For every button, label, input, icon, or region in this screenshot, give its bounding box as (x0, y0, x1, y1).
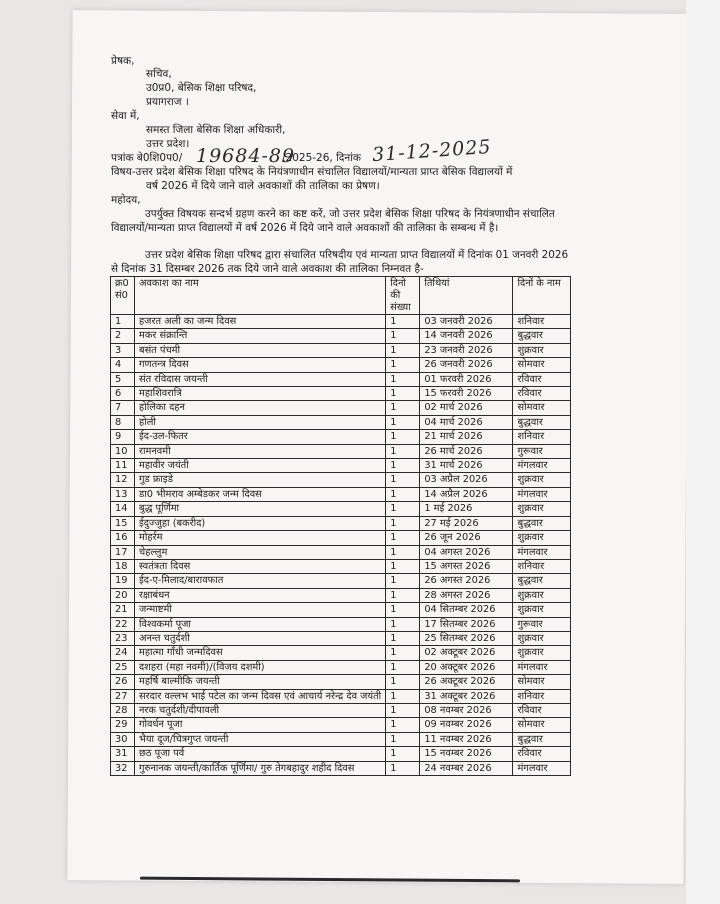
cell-serial: 11 (111, 459, 135, 473)
cell-serial: 1 (111, 315, 135, 329)
cell-day-name: रविवार (513, 387, 571, 401)
table-row (111, 343, 571, 357)
cell-day-name: शनिवार (513, 315, 571, 329)
cell-serial: 23 (111, 631, 135, 645)
cell-day-name: सोमवार (513, 401, 571, 415)
cell-day-name: गुरूवार (513, 444, 571, 458)
paragraph-2: उत्तर प्रदेश बेसिक शिक्षा परिषद द्वारा संचालित परिषदीय एवं मान्यता प्राप्त विद्यालयों में दिनांक 01 जनवरी 2026 से दिनांक 31 दिसम्बर 2026 तक दिये जाने वाले अवकाश की तालिका निम्नवत है- (111, 249, 569, 275)
to-line-2: उत्तर प्रदेश। (146, 138, 190, 150)
holiday-table (110, 276, 571, 776)
cell-day-name: शुक्रवार (513, 502, 571, 516)
table-row (111, 387, 571, 401)
table-row (111, 502, 571, 516)
cell-days-count: 1 (386, 559, 420, 573)
cell-day-name: शुक्रवार (513, 631, 571, 645)
cell-holiday-name: होलिका दहन (134, 401, 385, 415)
cell-holiday-name: मकर संक्रान्ति (134, 329, 385, 343)
table-header-row (111, 277, 571, 315)
cell-serial: 2 (111, 329, 135, 343)
cell-holiday-name: मोहर्रम (134, 531, 385, 545)
cell-days-count: 1 (386, 747, 420, 761)
cell-day-name: शुक्रवार (513, 343, 571, 357)
cell-day-name: शुक्रवार (513, 531, 571, 545)
cell-serial: 20 (111, 588, 135, 602)
salutation: महोदय, (111, 194, 141, 206)
cell-day-name: शुक्रवार (513, 603, 571, 617)
cell-serial: 31 (111, 747, 135, 761)
cell-days-count: 1 (386, 574, 420, 588)
table-row (111, 430, 571, 444)
cell-serial: 12 (111, 473, 135, 487)
cell-date: 15 अगस्त 2026 (420, 559, 513, 573)
cell-day-name: मंगलवार (513, 660, 571, 674)
to-label: सेवा में, (111, 110, 140, 122)
header-days-count: दिनो की संख्या (386, 277, 420, 315)
table-row (111, 559, 571, 573)
table-row (111, 531, 571, 545)
cell-date: 03 जनवरी 2026 (420, 315, 513, 329)
cell-serial: 29 (111, 718, 135, 732)
reference-prefix: पत्रांक बे0शि0प0/ (111, 152, 183, 164)
cell-day-name: बुद्धवार (513, 329, 571, 343)
cell-days-count: 1 (386, 315, 420, 329)
cell-date: 04 अगस्त 2026 (420, 545, 513, 559)
reference-mid: /2025-26, दिनांक (282, 152, 361, 164)
table-row (111, 660, 571, 674)
cell-date: 15 फरवरी 2026 (420, 387, 513, 401)
cell-holiday-name: होली (134, 415, 385, 429)
cell-days-count: 1 (386, 660, 420, 674)
cell-holiday-name: रक्षाबंधन (134, 588, 385, 602)
cell-holiday-name: ईद-उल-फितर (134, 430, 385, 444)
table-row (111, 703, 571, 717)
sender-line-2: उ0प्र0, बेसिक शिक्षा परिषद, (146, 82, 257, 94)
cell-days-count: 1 (386, 430, 420, 444)
cell-days-count: 1 (386, 329, 420, 343)
cell-day-name: शुक्रवार (513, 473, 571, 487)
cell-serial: 22 (111, 617, 135, 631)
sender-line-1: सचिव, (146, 68, 172, 80)
table-row (111, 444, 571, 458)
cell-date: 23 जनवरी 2026 (420, 343, 513, 357)
cell-date: 04 मार्च 2026 (420, 415, 513, 429)
header-day-names: दिनों के नाम (513, 277, 571, 315)
cell-days-count: 1 (386, 487, 420, 501)
cell-days-count: 1 (386, 401, 420, 415)
cell-holiday-name: नरक चतुर्दशी/दीपावली (134, 703, 385, 717)
table-row (111, 617, 571, 631)
cell-serial: 14 (111, 502, 135, 516)
cell-date: 26 अक्टूबर 2026 (420, 675, 513, 689)
paragraph-1: उपर्युक्त विषयक सन्दर्भ ग्रहण करने का कष्ट करें, जो उत्तर प्रदेश बेसिक शिक्षा परिषद के नियंत्रणाधीन संचालित विद्यालयों/मान्यता प्राप्त विद्यालयों में वर्ष 2026 में दिये जाने वाले अवकाशों की तालिका के सम्बन्ध में है। (111, 208, 555, 234)
cell-holiday-name: बसंत पंचमी (134, 343, 385, 357)
cell-days-count: 1 (386, 387, 420, 401)
subject-line-1: विषय-उत्तर प्रदेश बेसिक शिक्षा परिषद के नियंत्रणाधीन संचालित विद्यालयों/मान्यता प्राप्त बेसिक विद्यालयों में (111, 166, 513, 178)
cell-day-name: बुद्धवार (513, 516, 571, 530)
cell-holiday-name: गणतन्त्र दिवस (134, 358, 385, 372)
cell-serial: 10 (111, 444, 135, 458)
cell-day-name: शनिवार (513, 689, 571, 703)
table-row (111, 545, 571, 559)
cell-holiday-name: विश्वकर्मा पूजा (134, 617, 385, 631)
cell-date: 26 अगस्त 2026 (420, 574, 513, 588)
cell-date: 08 नवम्बर 2026 (420, 703, 513, 717)
cell-holiday-name: जन्माष्टमी (134, 603, 385, 617)
cell-day-name: शनिवार (513, 430, 571, 444)
cell-days-count: 1 (386, 703, 420, 717)
cell-day-name: मंगलवार (513, 487, 571, 501)
cell-serial: 8 (111, 415, 135, 429)
table-row (111, 732, 571, 746)
cell-date: 09 नवम्बर 2026 (420, 718, 513, 732)
cell-holiday-name: बुद्ध पूर्णिमा (134, 502, 385, 516)
cell-days-count: 1 (386, 343, 420, 357)
cell-day-name: शनिवार (513, 559, 571, 573)
cell-holiday-name: अनन्त चतुर्दशी (134, 631, 385, 645)
cell-holiday-name: डा0 भीमराव अम्बेडकर जन्म दिवस (134, 487, 385, 501)
cell-serial: 9 (111, 430, 135, 444)
table-row (111, 603, 571, 617)
cell-holiday-name: स्वतंत्रता दिवस (134, 559, 385, 573)
cell-day-name: रविवार (513, 372, 571, 386)
cell-day-name: गुरूवार (513, 617, 571, 631)
cell-serial: 6 (111, 387, 135, 401)
cell-serial: 25 (111, 660, 135, 674)
table-row (111, 415, 571, 429)
cell-holiday-name: गोवर्धन पूजा (134, 718, 385, 732)
cell-day-name: मंगलवार (513, 761, 571, 775)
cell-days-count: 1 (386, 689, 420, 703)
table-row (111, 747, 571, 761)
cell-days-count: 1 (386, 646, 420, 660)
cell-day-name: बुद्धवार (513, 574, 571, 588)
cell-days-count: 1 (386, 531, 420, 545)
cell-date: 14 जनवरी 2026 (420, 329, 513, 343)
cell-date: 26 जून 2026 (420, 531, 513, 545)
cell-holiday-name: सरदार वल्लभ भाई पटेल का जन्म दिवस एवं आचार्य नरेन्द्र देव जयंती (134, 689, 385, 703)
cell-serial: 16 (111, 531, 135, 545)
cell-serial: 18 (111, 559, 135, 573)
cell-holiday-name: चेहल्लुम (134, 545, 385, 559)
cell-date: 31 मार्च 2026 (420, 459, 513, 473)
cell-days-count: 1 (386, 415, 420, 429)
table-row (111, 689, 571, 703)
cell-day-name: सोमवार (513, 718, 571, 732)
cell-days-count: 1 (386, 545, 420, 559)
table-row (111, 401, 571, 415)
cell-serial: 21 (111, 603, 135, 617)
table-row (111, 459, 571, 473)
cell-date: 15 नवम्बर 2026 (420, 747, 513, 761)
table-row (111, 675, 571, 689)
cell-serial: 27 (111, 689, 135, 703)
cell-date: 26 जनवरी 2026 (420, 358, 513, 372)
cell-serial: 19 (111, 574, 135, 588)
cell-date: 02 अक्टूबर 2026 (420, 646, 513, 660)
cell-days-count: 1 (386, 588, 420, 602)
cell-days-count: 1 (386, 473, 420, 487)
table-row (111, 646, 571, 660)
cell-holiday-name: छठ पूजा पर्व (134, 747, 385, 761)
cell-date: 27 मई 2026 (420, 516, 513, 530)
table-row (111, 718, 571, 732)
cell-days-count: 1 (386, 459, 420, 473)
cell-date: 03 अप्रैल 2026 (420, 473, 513, 487)
cell-day-name: शुक्रवार (513, 646, 571, 660)
cell-serial: 30 (111, 732, 135, 746)
cell-day-name: मंगलवार (513, 545, 571, 559)
table-row (111, 574, 571, 588)
cell-holiday-name: संत रविदास जयन्ती (134, 372, 385, 386)
cell-serial: 26 (111, 675, 135, 689)
cell-date: 20 अक्टूबर 2026 (420, 660, 513, 674)
cell-date: 21 मार्च 2026 (420, 430, 513, 444)
cell-days-count: 1 (386, 358, 420, 372)
cell-days-count: 1 (386, 631, 420, 645)
cell-serial: 28 (111, 703, 135, 717)
cell-serial: 3 (111, 343, 135, 357)
cell-days-count: 1 (386, 516, 420, 530)
subject-line-2: वर्ष 2026 में दिये जाने वाले अवकाशों की तालिका का प्रेषण। (146, 180, 380, 192)
cell-holiday-name: महावीर जयंती (134, 459, 385, 473)
cell-holiday-name: ईदुज्जुहा (बकरीद) (134, 516, 385, 530)
table-row (111, 487, 571, 501)
cell-day-name: बुद्धवार (513, 732, 571, 746)
cell-days-count: 1 (386, 502, 420, 516)
cell-date: 31 अक्टूबर 2026 (420, 689, 513, 703)
cell-days-count: 1 (386, 617, 420, 631)
table-row (111, 588, 571, 602)
cell-holiday-name: दशहरा (महा नवमी)/(विजय दशमी) (134, 660, 385, 674)
table-row (111, 473, 571, 487)
cell-date: 11 नवम्बर 2026 (420, 732, 513, 746)
cell-serial: 5 (111, 372, 135, 386)
cell-serial: 7 (111, 401, 135, 415)
cell-serial: 4 (111, 358, 135, 372)
reference-date-handwritten: 31-12-2025 (371, 135, 493, 167)
cell-holiday-name: हजरत अली का जन्म दिवस (134, 315, 385, 329)
table-row (111, 329, 571, 343)
table-row (111, 761, 571, 775)
to-line-1: समस्त जिला बेसिक शिक्षा अधिकारी, (146, 124, 286, 136)
cell-days-count: 1 (386, 761, 420, 775)
cell-date: 17 सितम्बर 2026 (420, 617, 513, 631)
header-holiday-name: अवकाश का नाम (134, 277, 385, 315)
cell-serial: 24 (111, 646, 135, 660)
cell-days-count: 1 (386, 444, 420, 458)
cell-day-name: मंगलवार (513, 459, 571, 473)
cell-day-name: सोमवार (513, 358, 571, 372)
cell-serial: 15 (111, 516, 135, 530)
cell-date: 02 मार्च 2026 (420, 401, 513, 415)
cell-holiday-name: भैया दूज/चित्रगुप्त जयन्ती (134, 732, 385, 746)
cell-day-name: शुक्रवार (513, 588, 571, 602)
cell-holiday-name: गुरुनानक जयन्ती/कार्तिक पूर्णिमा/ गुरु तेगबहादुर शहीद दिवस (134, 761, 385, 775)
sender-line-3: प्रयागराज । (146, 96, 189, 108)
cell-day-name: रविवार (513, 703, 571, 717)
page-edge (686, 0, 720, 904)
cell-days-count: 1 (386, 603, 420, 617)
cell-date: 01 फरवरी 2026 (420, 372, 513, 386)
table-row (111, 372, 571, 386)
cell-date: 28 अगस्त 2026 (420, 588, 513, 602)
cell-holiday-name: ईद-ए-मिलाद/बारावफात (134, 574, 385, 588)
header-serial: क्र0 सं0 (111, 277, 135, 315)
cell-date: 24 नवम्बर 2026 (420, 761, 513, 775)
cell-holiday-name: महाशिवरात्रि (134, 387, 385, 401)
cell-days-count: 1 (386, 372, 420, 386)
table-row (111, 315, 571, 329)
header-dates: तिथियां (420, 277, 513, 315)
cell-serial: 17 (111, 545, 135, 559)
cell-holiday-name: महर्षि बाल्मीकि जयन्ती (134, 675, 385, 689)
table-row (111, 358, 571, 372)
cell-date: 26 मार्च 2026 (420, 444, 513, 458)
table-row (111, 516, 571, 530)
cell-date: 1 मई 2026 (420, 502, 513, 516)
cell-days-count: 1 (386, 675, 420, 689)
cell-date: 25 सितम्बर 2026 (420, 631, 513, 645)
cell-serial: 32 (111, 761, 135, 775)
cell-holiday-name: गुड फ्राइडे (134, 473, 385, 487)
cell-day-name: बुद्धवार (513, 415, 571, 429)
cell-holiday-name: रामनवमी (134, 444, 385, 458)
table-row (111, 631, 571, 645)
reference-number-handwritten: 19684-89 (196, 145, 296, 167)
cell-days-count: 1 (386, 732, 420, 746)
cell-day-name: सोमवार (513, 675, 571, 689)
cell-serial: 13 (111, 487, 135, 501)
cell-date: 04 सितम्बर 2026 (420, 603, 513, 617)
sender-label: प्रेषक, (111, 55, 135, 67)
cell-day-name: रविवार (513, 747, 571, 761)
cell-date: 14 अप्रैल 2026 (420, 487, 513, 501)
cell-days-count: 1 (386, 718, 420, 732)
cell-holiday-name: महात्मा गाँधी जन्मदिवस (134, 646, 385, 660)
